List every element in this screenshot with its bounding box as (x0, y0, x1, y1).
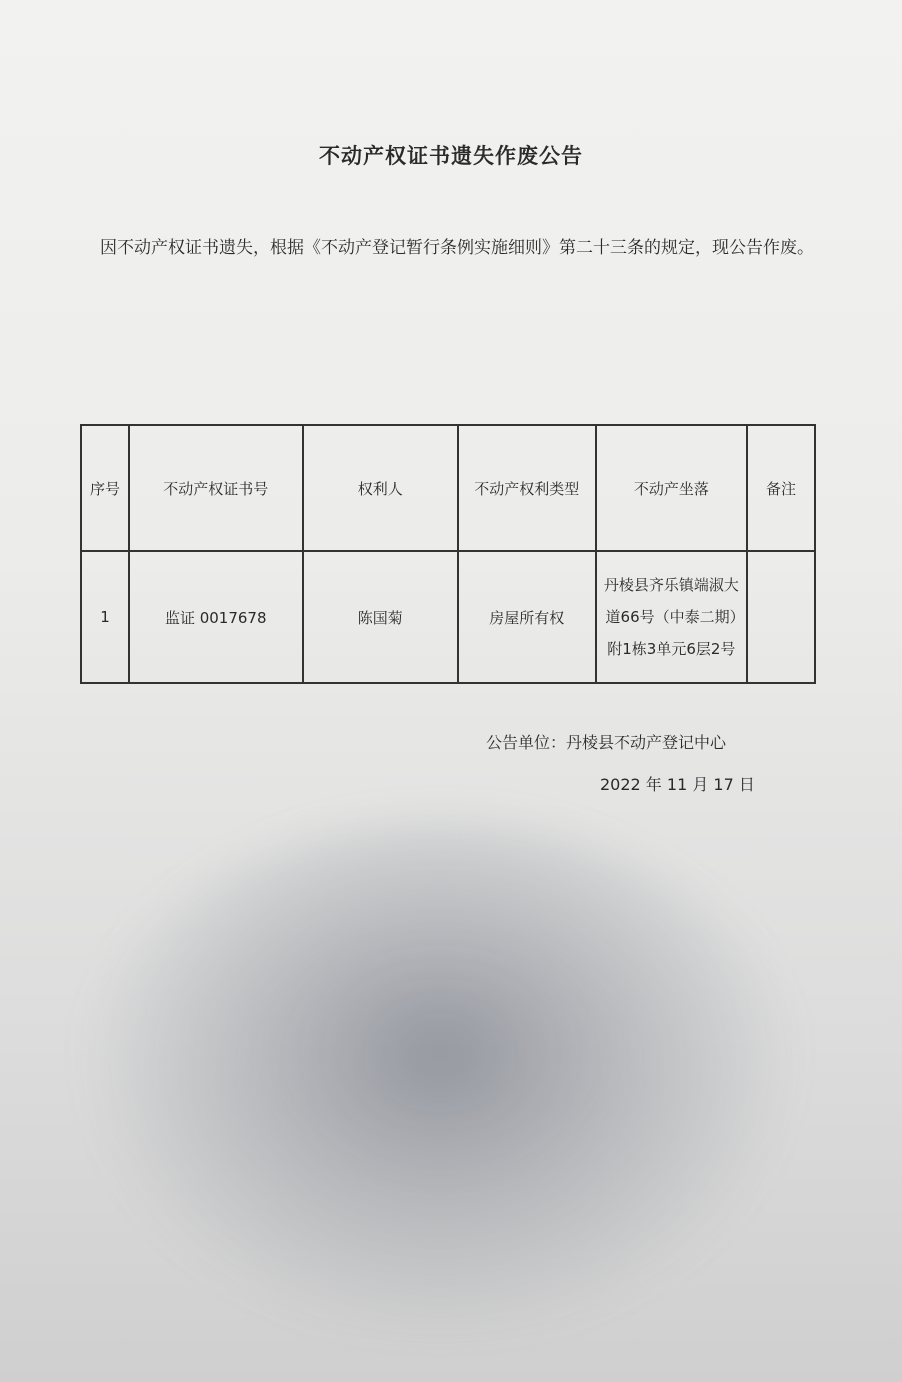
issuer-line: 公告单位：丹棱县不动产登记中心 (486, 733, 727, 752)
cell-no: 1 (81, 551, 129, 683)
header-cell-owner: 权利人 (303, 425, 458, 551)
cell-location: 丹棱县齐乐镇端淑大道66号（中泰二期）附1栋3单元6层2号 (596, 551, 748, 683)
table-row (81, 551, 815, 683)
cell-owner: 陈国菊 (303, 551, 458, 683)
notice-title: 不动产权证书遗失作废公告 (319, 144, 583, 168)
header-cell-location: 不动产坐落 (596, 425, 748, 551)
cell-remark (747, 551, 815, 683)
header-cell-no: 序号 (81, 425, 129, 551)
photo-shadow (80, 820, 800, 1340)
cell-right-type: 房屋所有权 (458, 551, 596, 683)
cell-cert-no: 监证 0017678 (129, 551, 303, 683)
notice-date: 2022 年 11 月 17 日 (600, 775, 755, 794)
header-cell-right-type: 不动产权利类型 (458, 425, 596, 551)
header-cell-remark: 备注 (747, 425, 815, 551)
notice-body: 因不动产权证书遗失，根据《不动产登记暂行条例实施细则》第二十三条的规定，现公告作废。 (100, 238, 814, 258)
certificate-table (80, 424, 816, 684)
table-header-row (81, 425, 815, 551)
header-cell-cert-no: 不动产权证书号 (129, 425, 303, 551)
